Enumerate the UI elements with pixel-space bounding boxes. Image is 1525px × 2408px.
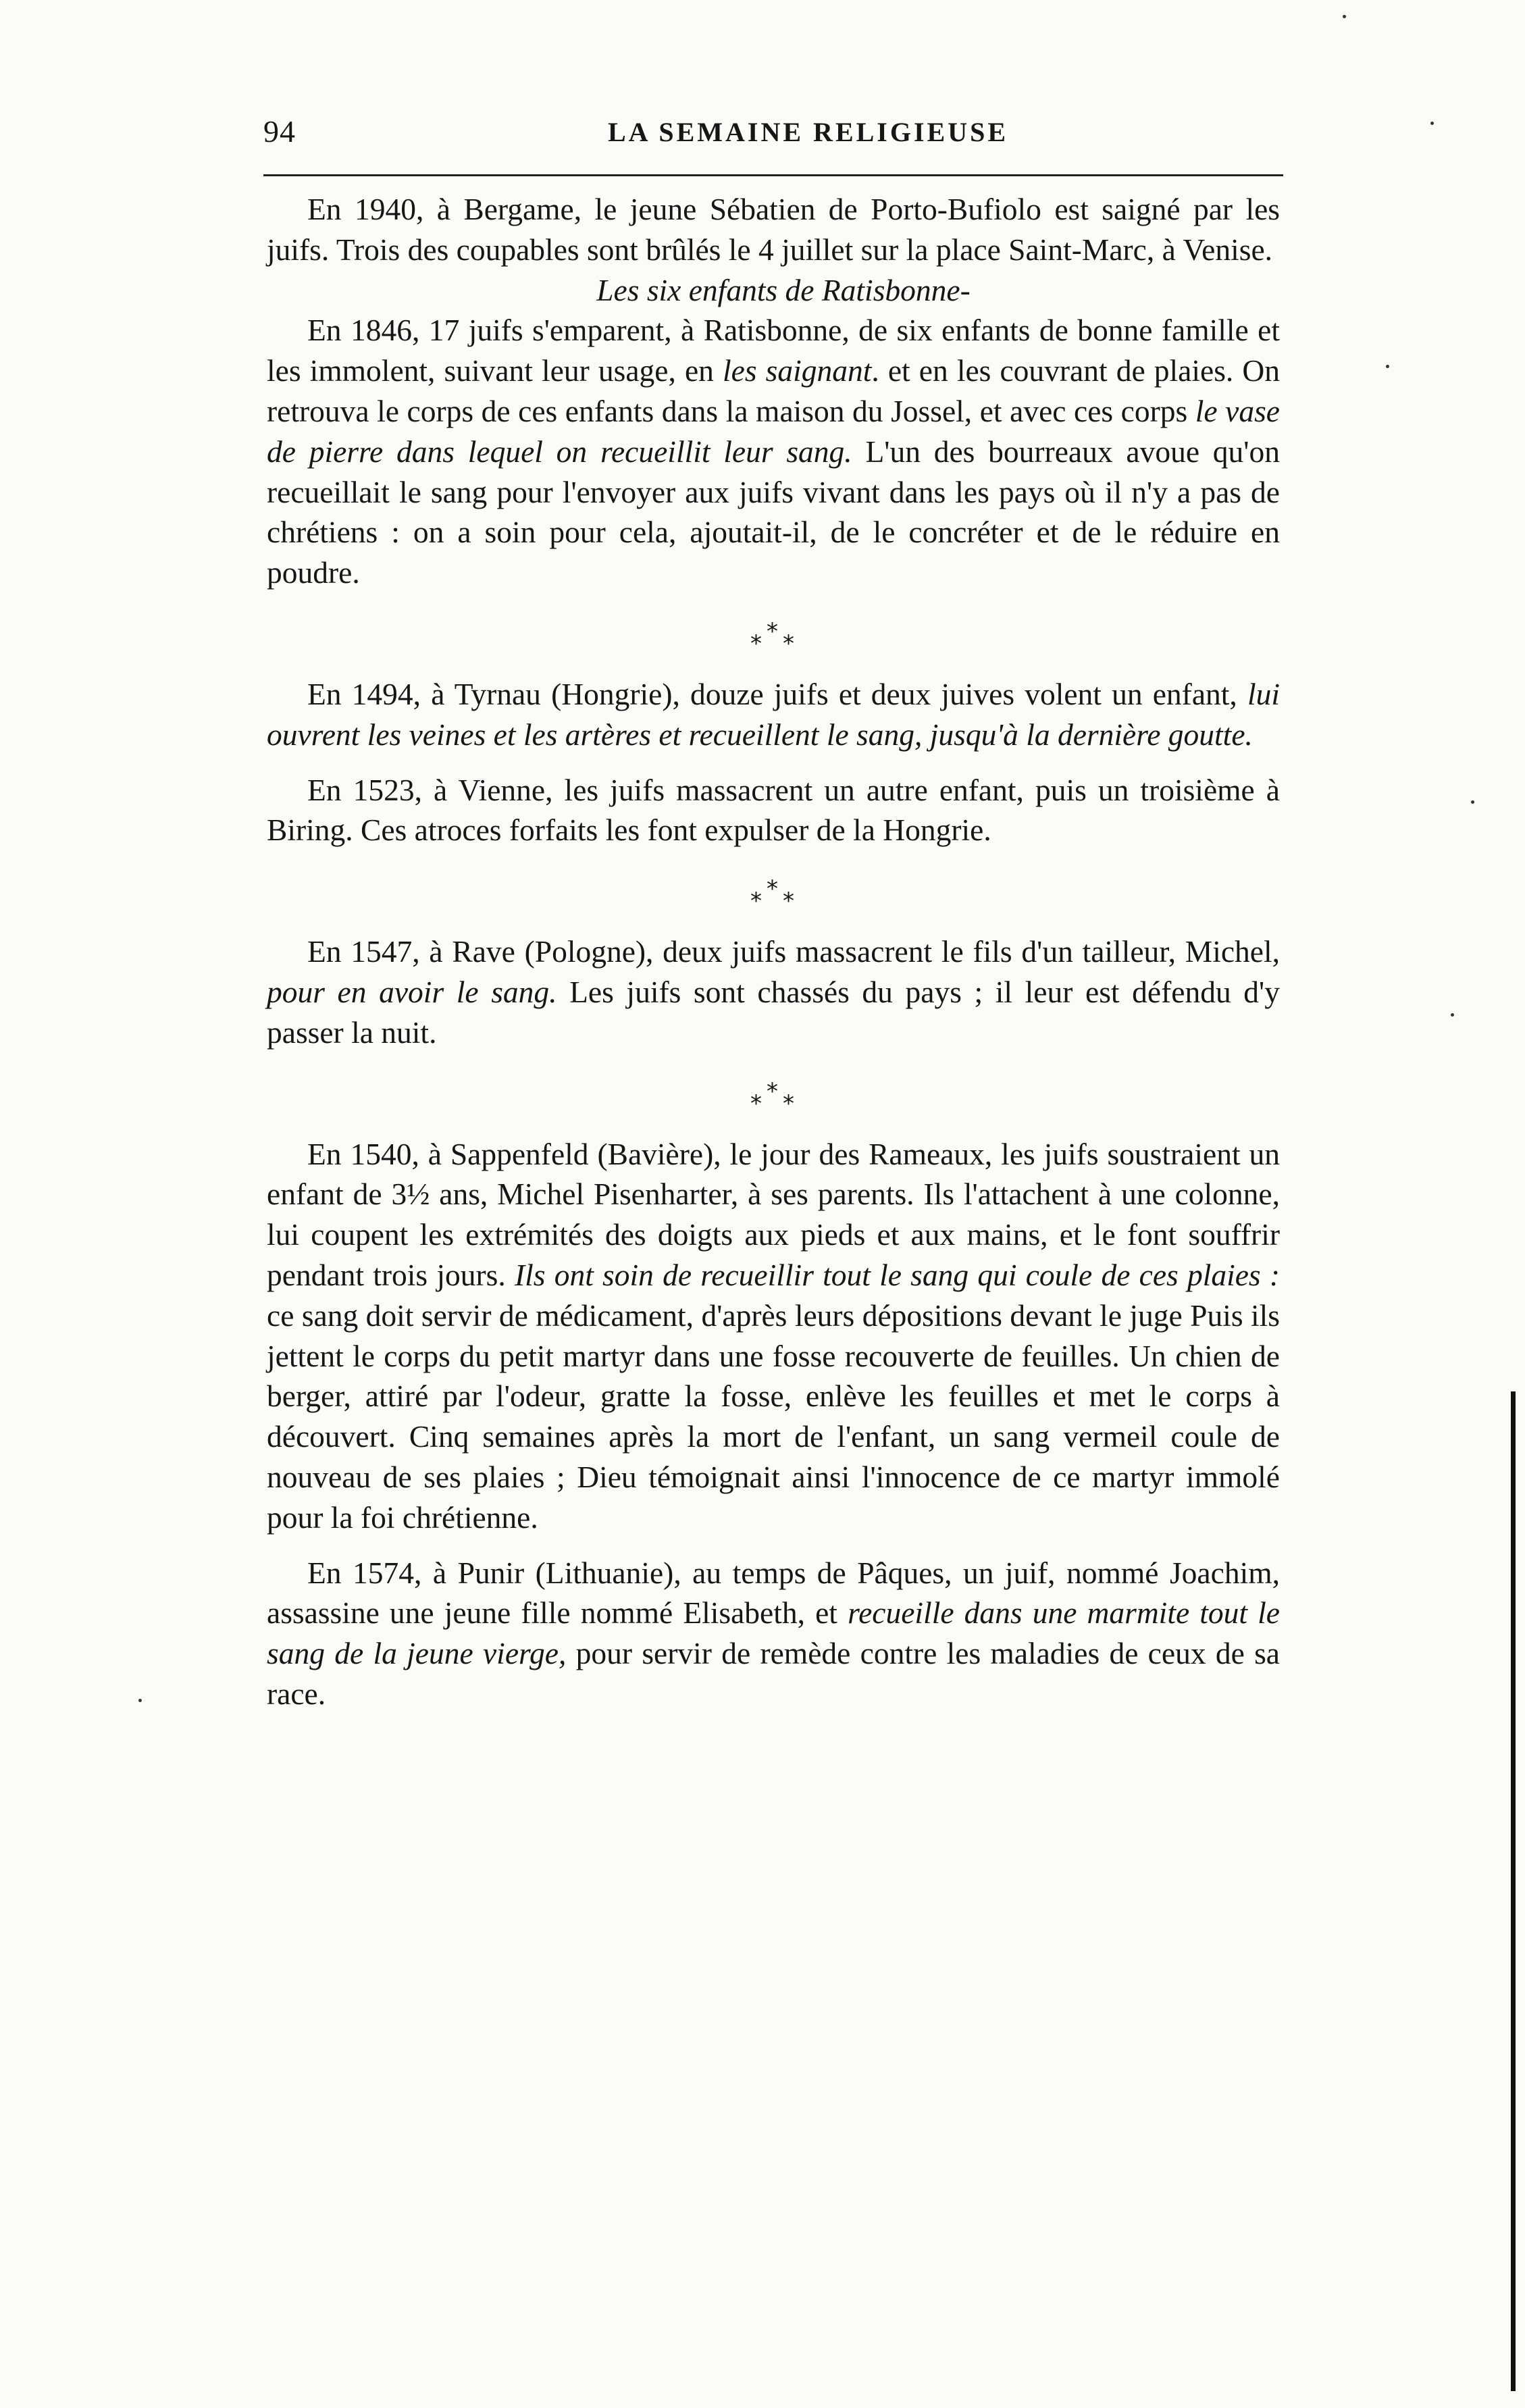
asterisk: * xyxy=(750,630,762,657)
asterisk: * xyxy=(750,1090,762,1117)
page-number: 94 xyxy=(263,114,296,149)
scan-speck xyxy=(1430,122,1434,125)
page-header xyxy=(263,113,1276,161)
paragraph-text: En 1547, à Rave (Pologne), deux juifs massacrent le fils d'un tailleur, Michel, xyxy=(307,934,1280,969)
paragraph xyxy=(267,310,1280,593)
italic-text: Ils ont soin de recueillir tout le sang qui coule de ces plaies : xyxy=(514,1257,1280,1292)
running-title: LA SEMAINE RELIGIEUSE xyxy=(608,117,1009,147)
scan-speck xyxy=(1343,15,1346,18)
scan-speck xyxy=(1451,1013,1454,1017)
scan-edge-shadow xyxy=(1511,1391,1516,2391)
asterisk: * xyxy=(783,630,794,657)
asterism-separator xyxy=(267,1057,1280,1131)
paragraph-text: ce sang doit servir de médicament, d'après leurs dépositions devant le juge Puis ils jettent le corps du petit martyr dans une fosse recouverte de feuilles. Un chien de berger, attiré par l'odeur, gratte la fosse, enlève les feuilles et met le corps à découvert. Cinq semaines après la mort de l'enfant, un sang vermeil coule de nouveau de ses plaies ; Dieu témoignait ainsi l'innocence de ce martyr immolé pour la foi chrétienne. xyxy=(267,1298,1280,1535)
asterisk: * xyxy=(783,1090,794,1117)
paragraph-text: En 1574, à Punir (Lithuanie), au temps de Pâques, un juif, nommé Joachim, assassine une jeune fille nommé Elisabeth, et xyxy=(267,1555,1280,1631)
italic-text: lui ouvrent les veines et les artères et recueillent le sang, jusqu'à la dernière goutte. xyxy=(267,676,1280,752)
section-subheading: Les six enfants de Ratisbonne- xyxy=(596,272,971,307)
asterisk: * xyxy=(767,875,778,903)
asterism-separator xyxy=(267,854,1280,929)
paragraph-text: En 1540, à Sappenfeld (Bavière), le jour des Rameaux, les juifs soustraient un enfant de 3½ ans, Michel Pisenharter, à ses parents. Ils l'attachent à une colonne, lui coupent les extrémités des doigts aux pieds et aux mains, et le font souffrir pendant trois jours. xyxy=(267,1136,1280,1292)
paragraph xyxy=(267,674,1280,755)
paragraph: En 1940, à Bergame, le jeune Sébatien de Porto-Bufiolo est saigné par les juifs. Trois des coupables sont brûlés le 4 juillet sur la place Saint-Marc, à Venise. xyxy=(267,192,1280,267)
paragraph xyxy=(267,1553,1280,1714)
asterisk: * xyxy=(783,888,794,915)
header-rule xyxy=(263,174,1283,176)
asterism-separator xyxy=(267,597,1280,671)
scan-speck xyxy=(1471,800,1474,804)
asterisk: * xyxy=(750,888,762,915)
italic-text: recueille dans une marmite tout le sang de la jeune vierge, xyxy=(267,1595,1280,1671)
paragraph-text: Les juifs sont chassés du pays ; il leur est défendu d'y passer la nuit. xyxy=(267,974,1280,1050)
body-text xyxy=(267,189,1280,1714)
paragraph xyxy=(267,1134,1280,1538)
scan-speck xyxy=(1386,365,1389,368)
paragraph-text: pour servir de remède contre les maladies de ceux de sa race. xyxy=(267,1636,1280,1711)
italic-text: le vase de pierre dans lequel on recueillit leur sang. xyxy=(267,393,1281,469)
paragraph: En 1523, à Vienne, les juifs massacrent un autre enfant, puis un troisième à Biring. Ces atroces forfaits les font expulser de la Hongrie. xyxy=(267,772,1280,848)
paragraph-text: En 1494, à Tyrnau (Hongrie), douze juifs et deux juives volent un enfant, xyxy=(307,676,1247,711)
paragraph-text: L'un des bourreaux avoue qu'on recueillait le sang pour l'envoyer aux juifs vivant dans les pays où il n'y a pas de chrétiens : on a soin pour cela, ajoutait-il, de le concréter et de le réduire en poudre. xyxy=(267,434,1280,590)
paragraph-text: En 1846, 17 juifs s'emparent, à Ratisbonne, de six enfants de bonne famille et les immolent, suivant leur usage, en xyxy=(267,313,1280,388)
italic-text: pour en avoir le sang. xyxy=(267,974,557,1009)
asterisk: * xyxy=(767,617,778,645)
paragraph-text: . et en les couvrant de plaies. On retrouva le corps de ces enfants dans la maison du Jossel, et avec ces corps xyxy=(267,353,1280,428)
italic-text: les saignant xyxy=(722,353,872,388)
scan-speck xyxy=(138,1699,142,1702)
asterisk: * xyxy=(767,1077,778,1105)
paragraph xyxy=(267,931,1280,1052)
